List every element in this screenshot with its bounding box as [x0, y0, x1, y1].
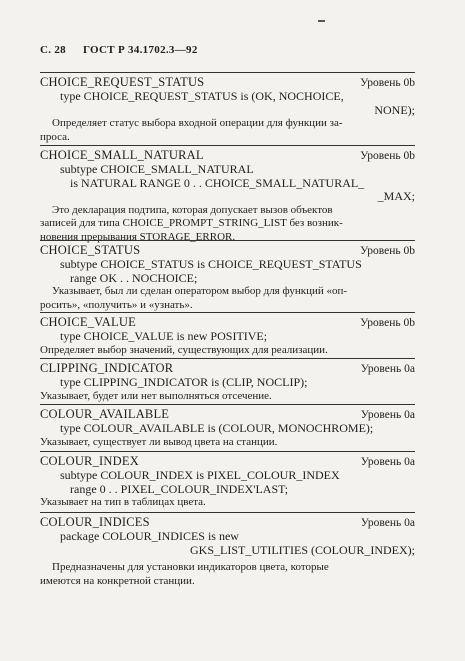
separator-rule [40, 358, 415, 359]
code-line: range OK . . NOCHOICE; [70, 270, 198, 285]
entry-clipping-indicator [40, 358, 415, 403]
entry-name: COLOUR_INDICES [40, 515, 150, 529]
entry-level: Уровень 0a [360, 409, 415, 421]
description-line: Предназначены для установки индикаторов цвета, которые [52, 561, 329, 573]
entry-name: COLOUR_INDEX [40, 454, 139, 468]
separator-rule [40, 145, 415, 146]
description-line: Определяет статус выбора входной операции для функции за- [52, 117, 343, 129]
code-line: type CHOICE_REQUEST_STATUS is (OK, NOCHOICE, [60, 89, 344, 103]
code-line: _MAX; [377, 189, 415, 203]
description-line: Это декларация подтипа, которая допускает вызов объектов [52, 203, 333, 216]
code-line: subtype COLOUR_INDEX is PIXEL_COLOUR_INDEX [60, 468, 340, 482]
entry-colour-indices [40, 512, 415, 588]
code-line: type COLOUR_AVAILABLE is (COLOUR, MONOCHROME); [60, 421, 374, 435]
entry-level: Уровень 0b [360, 245, 415, 257]
separator-rule [40, 72, 415, 73]
description-line: росить», «получить» и «узнать». [40, 298, 193, 311]
code-line: package COLOUR_INDICES is new [60, 529, 239, 543]
entry-level: Уровень 0b [360, 77, 415, 89]
code-line: type CHOICE_VALUE is new POSITIVE; [60, 329, 268, 343]
code-line: type CLIPPING_INDICATOR is (CLIP, NOCLIP); [60, 375, 308, 389]
code-line: subtype CHOICE_SMALL_NATURAL [60, 162, 254, 176]
entry-name: CHOICE_VALUE [40, 315, 136, 329]
description-line: записей для типа CHOICE_PROMPT_STRING_LIST без возник- [40, 217, 343, 229]
description-line: проса. [40, 130, 70, 143]
entry-name: CLIPPING_INDICATOR [40, 361, 174, 375]
code-line: is NATURAL RANGE 0 . . CHOICE_SMALL_NATURAL_ [70, 175, 365, 190]
entry-name: COLOUR_AVAILABLE [40, 407, 170, 421]
entry-level: Уровень 0a [360, 456, 415, 468]
description-line: новения прерывания STORAGE_ERROR. [40, 230, 236, 243]
separator-rule [40, 404, 415, 405]
entry-choice-small-natural [40, 145, 415, 244]
description-line: Указывает, был ли сделан оператором выбор для функций «оп- [52, 285, 348, 297]
entry-name: CHOICE_STATUS [40, 243, 141, 257]
code-line: range 0 . . PIXEL_COLOUR_INDEX'LAST; [70, 481, 289, 496]
separator-rule [40, 451, 415, 452]
separator-rule [40, 512, 415, 513]
entry-choice-request-status [40, 72, 415, 144]
separator-rule [40, 240, 415, 241]
entry-level: Уровень 0a [360, 363, 415, 375]
scan-mark [318, 20, 325, 22]
entry-name: CHOICE_REQUEST_STATUS [40, 75, 205, 89]
page-header [40, 44, 198, 56]
description-line: Указывает, существует ли вывод цвета на станции. [40, 435, 278, 448]
separator-rule [40, 312, 415, 313]
entry-choice-value [40, 312, 415, 357]
code-line: subtype CHOICE_STATUS is CHOICE_REQUEST_STATUS [60, 257, 362, 271]
code-line: NONE); [374, 102, 415, 117]
entry-colour-index [40, 451, 415, 510]
description-line: Указывает на тип в таблицах цвета. [40, 496, 206, 508]
description-line: Определяет выбор значений, существующих для реализации. [40, 343, 328, 356]
description-line: имеются на конкретной станции. [40, 574, 195, 587]
entry-level: Уровень 0b [360, 150, 415, 162]
page-number: С. 28 [40, 44, 66, 56]
code-line: GKS_LIST_UTILITIES (COLOUR_INDEX); [190, 542, 415, 557]
entry-level: Уровень 0a [360, 517, 415, 529]
entry-colour-available [40, 404, 415, 449]
standard-id: ГОСТ Р 34.1702.3—92 [83, 44, 198, 56]
entry-choice-status [40, 240, 415, 312]
description-line: Указывает, будет или нет выполняться отсечение. [40, 389, 272, 402]
entry-level: Уровень 0b [360, 317, 415, 329]
entry-name: CHOICE_SMALL_NATURAL [40, 148, 204, 162]
